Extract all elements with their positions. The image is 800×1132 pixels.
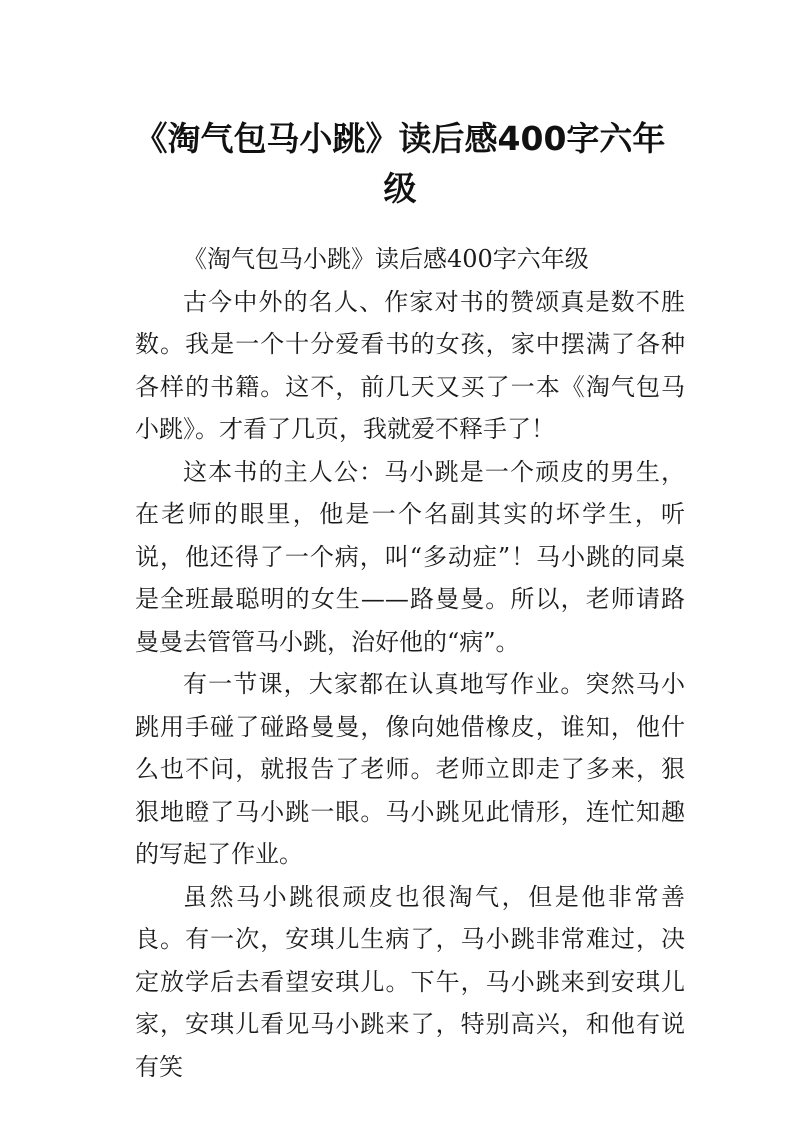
subtitle-paragraph: 《淘气包马小跳》读后感400字六年级 <box>183 245 589 273</box>
document-body <box>135 238 685 1088</box>
paragraph-class-story: 有一节课，大家都在认真地写作业。突然马小跳用手碰了碰路曼曼，像向她借橡皮，谁知，他什么也不问，就报告了老师。老师立即走了多来，狠狠地瞪了马小跳一眼。马小跳见此情形，连忙知趣的写起了作业。 <box>135 670 685 868</box>
paragraph-kindness: 虽然马小跳很顽皮也很淘气，但是他非常善良。有一次，安琪儿生病了，马小跳非常难过，决定放学后去看望安琪儿。下午，马小跳来到安琪儿家，安琪儿看见马小跳来了，特别高兴，和他有说有笑 <box>135 882 685 1081</box>
paragraph-intro: 古今中外的名人、作家对书的赞颂真是数不胜数。我是一个十分爱看书的女孩，家中摆满了各种各样的书籍。这不，前几天又买了一本《淘气包马小跳》。才看了几页，我就爱不释手了！ <box>135 287 685 443</box>
document-title: 《淘气包马小跳》读后感400字六年级 <box>134 119 666 209</box>
paragraph-protagonist: 这本书的主人公：马小跳是一个顽皮的男生，在老师的眼里，他是一个名副其实的坏学生，听说，他还得了一个病，叫“多动症”！马小跳的同桌是全班最聪明的女生——路曼曼。所以，老师请路曼曼去管管马小跳，治好他的“病”。 <box>135 457 685 656</box>
